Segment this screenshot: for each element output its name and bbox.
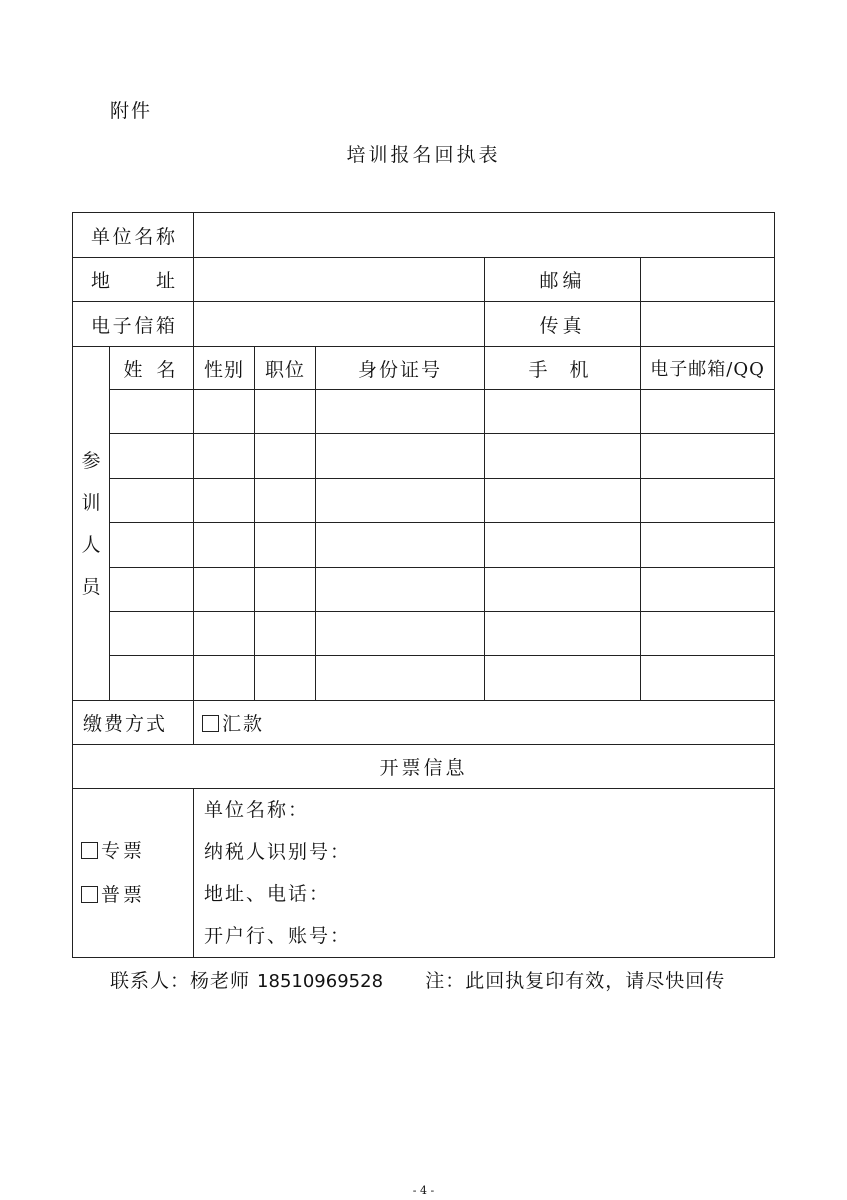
cell[interactable]	[194, 479, 255, 523]
invoice-tax-id-field[interactable]: 纳税人识别号：	[204, 841, 352, 863]
table-row	[73, 656, 775, 701]
payment-label: 缴费方式	[73, 701, 194, 745]
cell[interactable]	[255, 479, 316, 523]
contact-phone: 18510969528	[257, 971, 384, 992]
cell[interactable]	[485, 568, 641, 612]
cell[interactable]	[485, 656, 641, 701]
table-row	[73, 390, 775, 434]
cell[interactable]	[110, 434, 194, 479]
footer-note: 注：此回执复印有效，请尽快回传	[425, 970, 726, 992]
postcode-label: 邮编	[485, 258, 641, 302]
cell[interactable]	[641, 568, 775, 612]
cell[interactable]	[255, 612, 316, 656]
row-email-fax	[73, 302, 775, 347]
invoice-company-field[interactable]: 单位名称：	[204, 799, 310, 821]
table-row	[73, 479, 775, 523]
cell[interactable]	[255, 568, 316, 612]
table-row	[73, 523, 775, 568]
cell[interactable]	[194, 523, 255, 568]
cell[interactable]	[485, 479, 641, 523]
row-org-name	[73, 213, 775, 258]
cell[interactable]	[641, 656, 775, 701]
footer-contact	[110, 966, 725, 993]
cell[interactable]	[485, 434, 641, 479]
invoice-type-options	[73, 789, 194, 958]
cell[interactable]	[110, 568, 194, 612]
col-name: 姓 名	[110, 347, 194, 390]
postcode-field[interactable]	[641, 258, 775, 302]
org-name-field[interactable]	[194, 213, 775, 258]
table-row	[73, 612, 775, 656]
col-gender: 性别	[194, 347, 255, 390]
email-field[interactable]	[194, 302, 485, 347]
row-address	[73, 258, 775, 302]
cell[interactable]	[316, 612, 485, 656]
special-invoice-label: 专票	[101, 840, 146, 862]
address-field[interactable]	[194, 258, 485, 302]
row-payment	[73, 701, 775, 745]
cell[interactable]	[194, 390, 255, 434]
cell[interactable]	[194, 434, 255, 479]
invoice-fields	[194, 789, 775, 958]
fax-field[interactable]	[641, 302, 775, 347]
col-position: 职位	[255, 347, 316, 390]
cell[interactable]	[316, 656, 485, 701]
col-mobile: 手 机	[485, 347, 641, 390]
cell[interactable]	[110, 479, 194, 523]
cell[interactable]	[641, 612, 775, 656]
cell[interactable]	[194, 568, 255, 612]
row-trainee-header	[73, 347, 775, 390]
col-email-qq: 电子邮箱/QQ	[641, 347, 775, 390]
cell[interactable]	[194, 612, 255, 656]
invoice-address-phone-field[interactable]: 地址、电话：	[204, 883, 331, 905]
remit-label: 汇款	[222, 713, 265, 735]
cell[interactable]	[316, 390, 485, 434]
address-label: 地 址	[73, 258, 194, 302]
cell[interactable]	[316, 479, 485, 523]
cell[interactable]	[641, 434, 775, 479]
cell[interactable]	[485, 612, 641, 656]
cell[interactable]	[316, 523, 485, 568]
cell[interactable]	[110, 656, 194, 701]
special-invoice-checkbox[interactable]	[81, 842, 98, 859]
cell[interactable]	[255, 523, 316, 568]
table-row	[73, 434, 775, 479]
cell[interactable]	[641, 479, 775, 523]
cell[interactable]	[255, 434, 316, 479]
cell[interactable]	[485, 523, 641, 568]
cell[interactable]	[255, 656, 316, 701]
cell[interactable]	[641, 390, 775, 434]
invoice-bank-account-field[interactable]: 开户行、账号：	[204, 925, 352, 947]
cell[interactable]	[194, 656, 255, 701]
remit-checkbox[interactable]	[202, 715, 219, 732]
org-name-label: 单位名称	[73, 213, 194, 258]
contact-prefix: 联系人：杨老师	[110, 970, 258, 992]
cell[interactable]	[485, 390, 641, 434]
fax-label: 传真	[485, 302, 641, 347]
form-title: 培训报名回执表	[346, 144, 501, 166]
table-row	[73, 568, 775, 612]
cell[interactable]	[316, 434, 485, 479]
cell[interactable]	[110, 612, 194, 656]
general-invoice-label: 普票	[101, 884, 146, 906]
attachment-label: 附件	[110, 100, 153, 122]
email-label: 电子信箱	[73, 302, 194, 347]
payment-options	[194, 701, 775, 745]
registration-form-table	[72, 212, 775, 958]
cell[interactable]	[110, 523, 194, 568]
col-id-number: 身份证号	[316, 347, 485, 390]
invoice-header: 开票信息	[73, 745, 775, 789]
general-invoice-checkbox[interactable]	[81, 886, 98, 903]
page-number: - 4 -	[412, 1184, 435, 1197]
cell[interactable]	[641, 523, 775, 568]
row-invoice-header	[73, 745, 775, 789]
cell[interactable]	[316, 568, 485, 612]
trainees-section-label: 参 训 人 员	[73, 347, 110, 701]
cell[interactable]	[255, 390, 316, 434]
cell[interactable]	[110, 390, 194, 434]
row-invoice-details	[73, 789, 775, 958]
